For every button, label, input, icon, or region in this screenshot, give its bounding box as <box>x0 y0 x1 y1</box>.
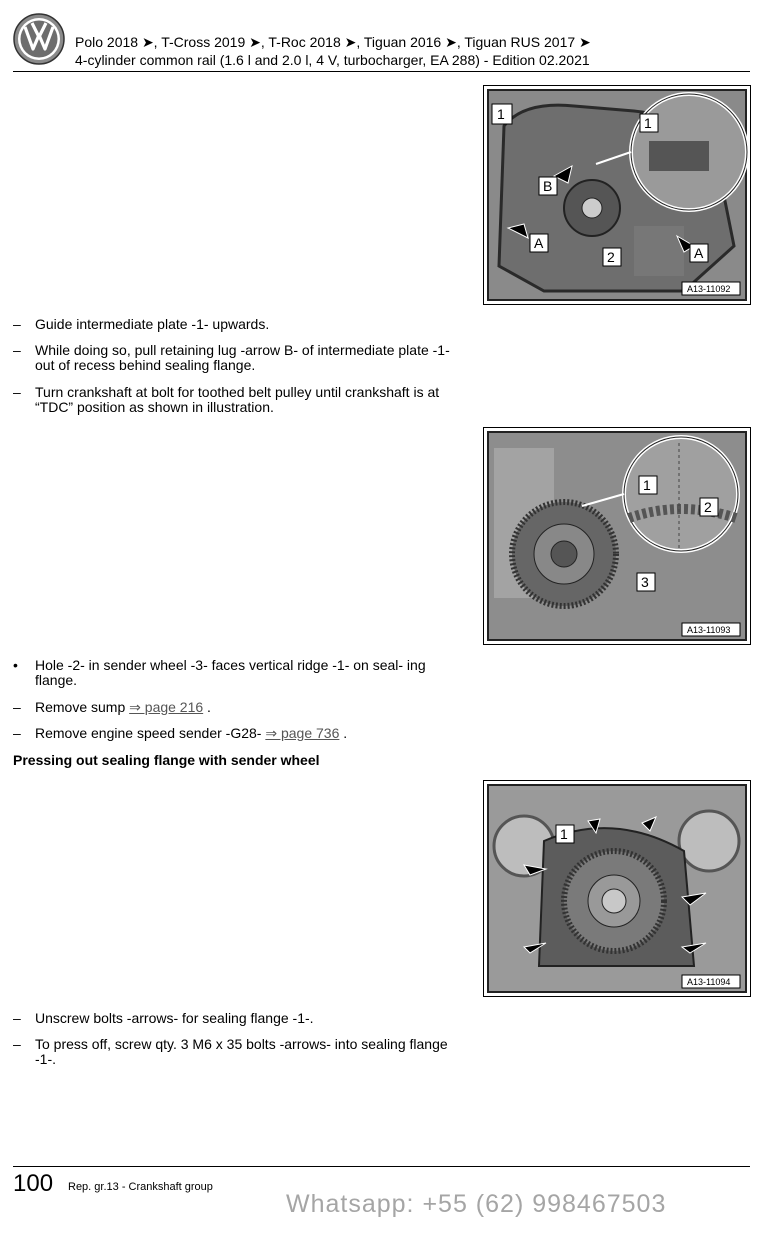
fig1-label-a-right: A <box>694 245 704 261</box>
header-engine: 4-cylinder common rail (1.6 l and 2.0 l, 4 V, turbocharger, EA 288) - Edition 02.2021 <box>75 52 590 68</box>
step-text-end: . <box>339 725 348 741</box>
step-pull-lug <box>13 343 453 373</box>
footer-section: Rep. gr.13 - Crankshaft group <box>68 1181 213 1193</box>
fig2-label-2: 2 <box>704 499 712 515</box>
header-models: Polo 2018 ➤, T-Cross 2019 ➤, T-Roc 2018 ➤, Tiguan 2016 ➤, Tiguan RUS 2017 ➤ <box>75 34 591 50</box>
step-remove-sump <box>13 700 453 715</box>
step-dash: – <box>13 342 21 358</box>
header-divider <box>13 71 750 72</box>
step-dash: – <box>13 699 21 715</box>
fig1-id: A13-11092 <box>687 284 731 294</box>
step-unscrew-bolts <box>13 1011 453 1026</box>
fig2-label-3: 3 <box>641 574 649 590</box>
step-turn-crankshaft <box>13 385 453 415</box>
step-text: To press off, screw qty. 3 M6 x 35 bolts -arrows- into sealing flange -1-. <box>35 1036 448 1067</box>
step-guide-plate <box>13 317 453 332</box>
page-736-link[interactable]: ⇒ page 736 <box>265 725 340 741</box>
step-bullet: • <box>13 657 18 673</box>
step-text-end: . <box>203 699 211 715</box>
figure-intermediate-plate <box>483 85 751 305</box>
fig3-id: A13-11094 <box>687 977 731 987</box>
page-216-link[interactable]: ⇒ page 216 <box>129 699 204 715</box>
step-text: Turn crankshaft at bolt for toothed belt pulley until crankshaft is at “TDC” position as shown in illustration. <box>35 384 440 415</box>
step-hole-sender <box>13 658 453 688</box>
fig1-label-a-left: A <box>534 235 544 251</box>
figure-sealing-flange <box>483 780 751 997</box>
fig2-label-1: 1 <box>643 477 651 493</box>
section-heading: Pressing out sealing flange with sender wheel <box>13 752 320 768</box>
watermark: Whatsapp: +55 (62) 998467503 <box>286 1190 667 1218</box>
step-text: While doing so, pull retaining lug -arrow B- of intermediate plate -1- out of recess behind sealing flange. <box>35 342 450 373</box>
step-dash: – <box>13 316 21 332</box>
footer-divider <box>13 1166 750 1167</box>
step-text: Remove sump <box>35 699 130 715</box>
fig2-id: A13-11093 <box>687 625 731 635</box>
fig1-label-2: 2 <box>607 249 615 265</box>
fig1-label-b: B <box>543 178 553 194</box>
step-text: Remove engine speed sender -G28- <box>35 725 266 741</box>
step-press-off <box>13 1037 453 1067</box>
fig3-label-1: 1 <box>560 826 568 842</box>
step-text: Guide intermediate plate -1- upwards. <box>35 316 270 332</box>
step-dash: – <box>13 725 21 741</box>
figure-sender-wheel <box>483 427 751 645</box>
fig1-label-1: 1 <box>497 106 505 122</box>
step-text: Hole -2- in sender wheel -3- faces vertical ridge -1- on seal- ing flange. <box>35 657 426 688</box>
step-dash: – <box>13 384 21 400</box>
step-dash: – <box>13 1036 21 1052</box>
step-text: Unscrew bolts -arrows- for sealing flange -1-. <box>35 1010 314 1026</box>
vw-logo-icon <box>13 13 65 65</box>
page-number: 100 <box>13 1170 54 1197</box>
step-remove-sender <box>13 726 453 741</box>
step-dash: – <box>13 1010 21 1026</box>
fig1-label-1b: 1 <box>644 115 652 131</box>
